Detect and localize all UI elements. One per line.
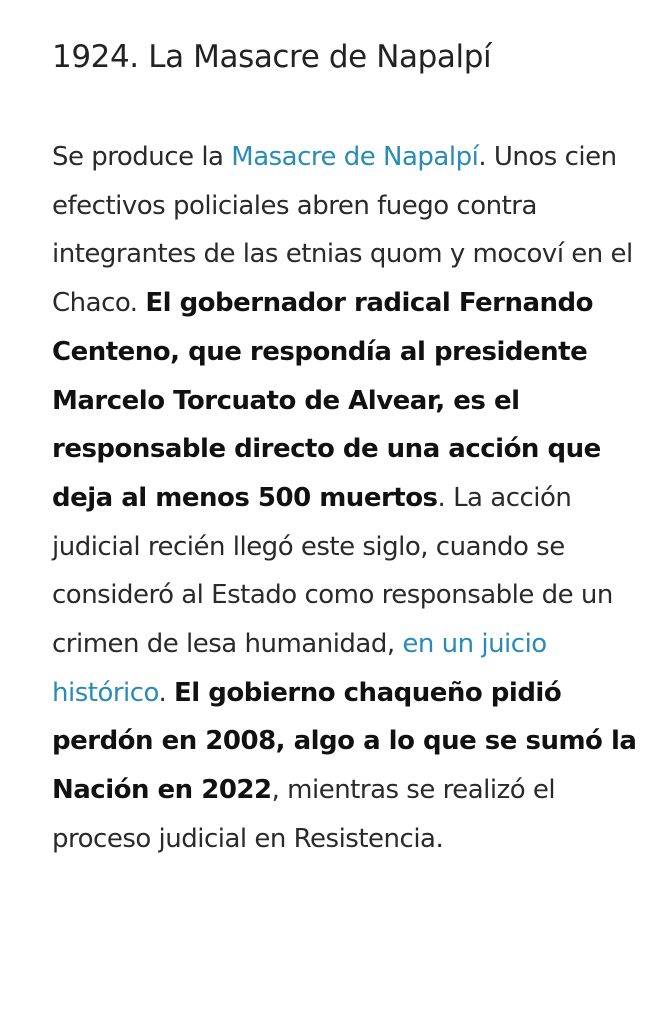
article-title: 1924. La Masacre de Napalpí: [52, 39, 492, 75]
masacre-napalpi-link[interactable]: Masacre de Napalpí: [231, 142, 479, 172]
paragraph-text-4: .: [158, 677, 175, 708]
article-paragraph: [52, 133, 637, 864]
article-header: [52, 38, 637, 77]
juicio-historico-link[interactable]: en un juicio histórico: [52, 629, 547, 708]
paragraph-text-2: . Unos cien efectivos policiales abren fuego contra integrantes de las etnias quom y mocoví en el Chaco.: [52, 142, 633, 319]
paragraph-text-3: . La acción judicial recién llegó este siglo, cuando se consideró al Estado como responsable de un crimen de lesa humanidad,: [52, 482, 613, 660]
paragraph-bold-1: El gobernador radical Fernando Centeno, que respondía al presidente Marcelo Torcuato de Alvear, es el responsable directo de una acción que deja al menos 500 muertos: [52, 288, 601, 513]
paragraph-text-5: , mientras se realizó el proceso judicial en Resistencia.: [52, 775, 556, 854]
paragraph-text-1: Se produce la: [52, 142, 232, 172]
paragraph-bold-2: El gobierno chaqueño pidió perdón en 2008, algo a lo que se sumó la Nación en 2022: [52, 677, 637, 806]
article-body: [52, 133, 637, 864]
